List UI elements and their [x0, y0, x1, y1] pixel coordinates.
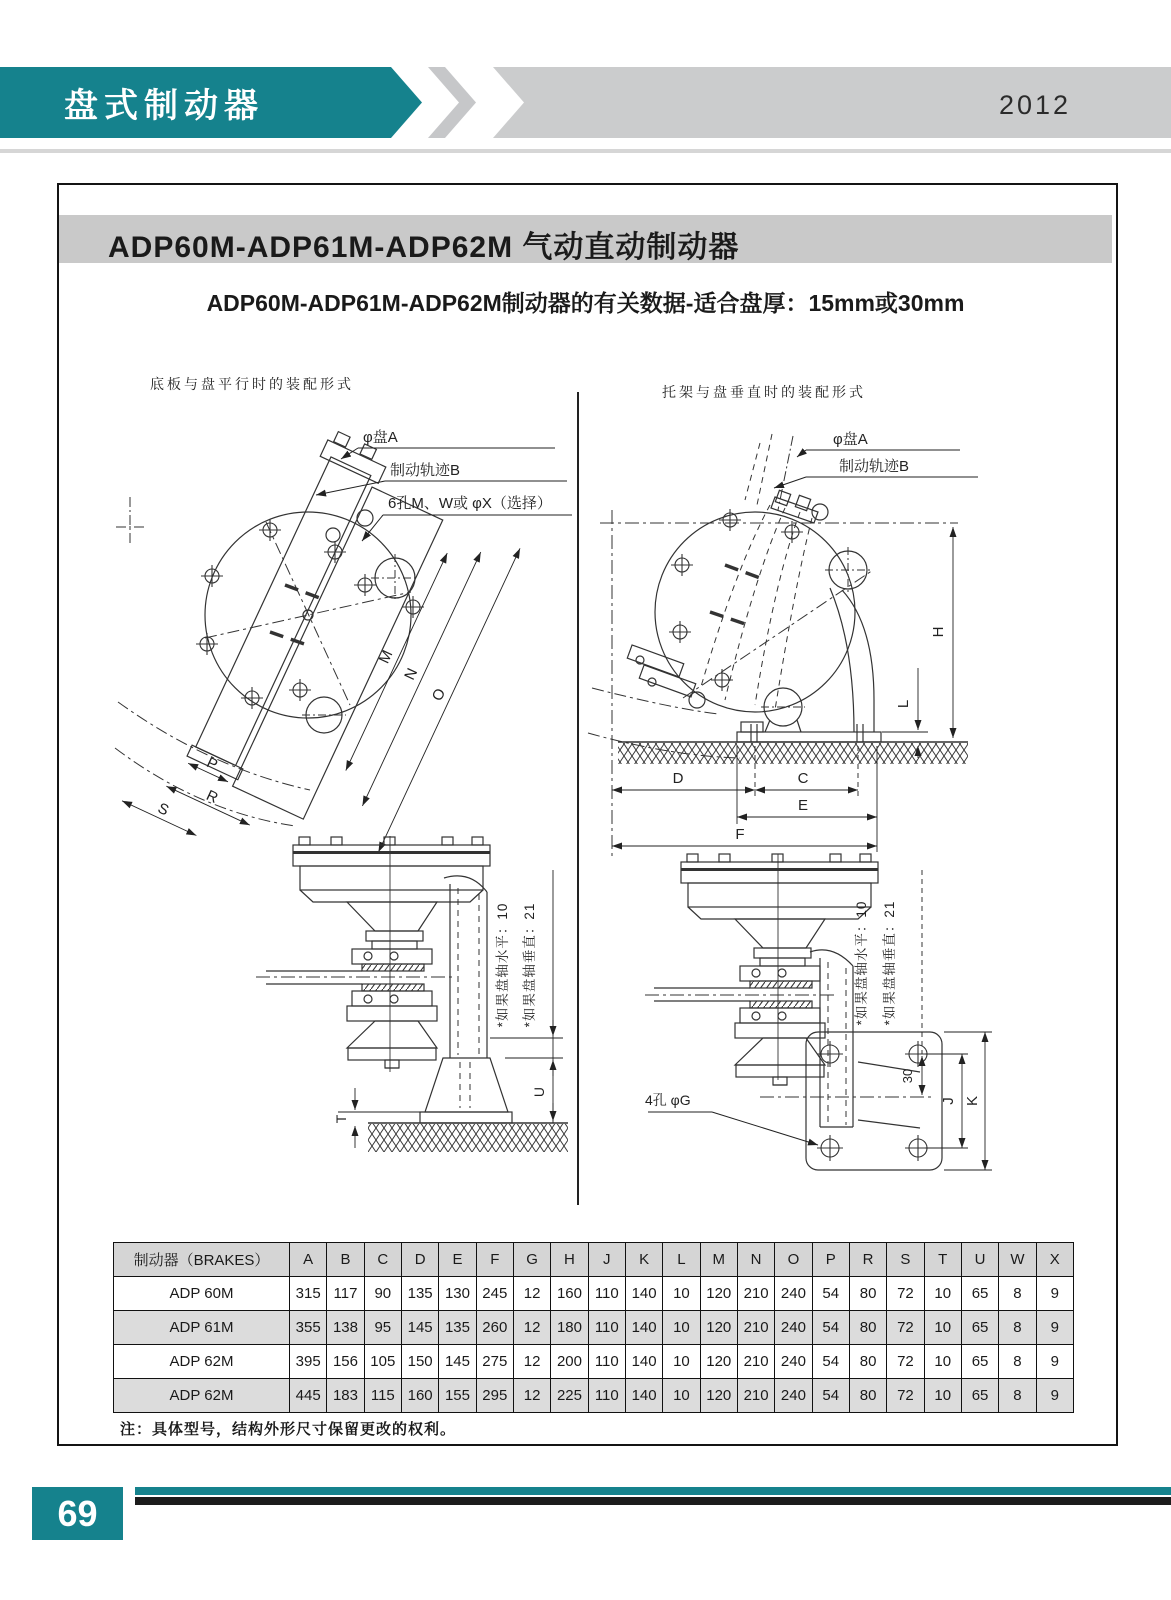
dimension-value-cell: 54	[812, 1311, 849, 1345]
page-number-box: 69	[32, 1487, 123, 1540]
label-holes6: 6孔M、W或 φX（选择）	[388, 495, 552, 512]
dimension-value-cell: 240	[775, 1311, 812, 1345]
dimension-value-cell: 65	[961, 1379, 998, 1413]
table-header-brakes: 制动器（BRAKES）	[114, 1243, 290, 1277]
dimension-value-cell: 210	[737, 1379, 774, 1413]
dimension-value-cell: 65	[961, 1311, 998, 1345]
label-disc-a-left: φ盘A	[363, 429, 398, 446]
dimension-value-cell: 180	[551, 1311, 588, 1345]
dimension-value-cell: 160	[551, 1277, 588, 1311]
dimension-value-cell: 10	[663, 1345, 700, 1379]
dimension-value-cell: 54	[812, 1379, 849, 1413]
dim-H: H	[930, 626, 947, 638]
brake-model-cell: ADP 60M	[114, 1277, 290, 1311]
note-shaft-vertical-right: *如果盘轴垂直：21	[882, 900, 897, 1026]
dimension-value-cell: 210	[737, 1277, 774, 1311]
dimension-value-cell: 140	[625, 1345, 662, 1379]
dim-F: F	[735, 826, 745, 843]
dimension-value-cell: 275	[476, 1345, 513, 1379]
dim-O: O	[428, 685, 450, 704]
dimension-value-cell: 240	[775, 1379, 812, 1413]
brake-model-cell: ADP 62M	[114, 1379, 290, 1413]
dimension-value-cell: 12	[513, 1345, 550, 1379]
dimension-value-cell: 120	[700, 1379, 737, 1413]
dimension-value-cell: 156	[327, 1345, 364, 1379]
dimension-value-cell: 225	[551, 1379, 588, 1413]
dimension-value-cell: 135	[401, 1277, 438, 1311]
dimension-value-cell: 117	[327, 1277, 364, 1311]
brake-model-cell: ADP 61M	[114, 1311, 290, 1345]
table-col-U: U	[961, 1243, 998, 1277]
dimension-value-cell: 10	[924, 1277, 961, 1311]
dim-R: R	[203, 787, 221, 808]
dim-E: E	[797, 797, 809, 814]
label-track-b-right: 制动轨迹B	[839, 458, 910, 475]
dimension-value-cell: 12	[513, 1379, 550, 1413]
table-col-H: H	[551, 1243, 588, 1277]
dim-T: T	[333, 1114, 349, 1124]
dimension-value-cell: 140	[625, 1311, 662, 1345]
dim-P: P	[203, 754, 221, 774]
dimension-value-cell: 110	[588, 1311, 625, 1345]
dimension-value-cell: 90	[364, 1277, 401, 1311]
note-shaft-vertical-left: *如果盘轴垂直：21	[522, 902, 537, 1028]
table-col-O: O	[775, 1243, 812, 1277]
dimension-value-cell: 295	[476, 1379, 513, 1413]
dimension-value-cell: 12	[513, 1311, 550, 1345]
table-col-F: F	[476, 1243, 513, 1277]
table-col-B: B	[327, 1243, 364, 1277]
dimension-value-cell: 110	[588, 1277, 625, 1311]
footer-black-bar	[135, 1497, 1171, 1505]
dimension-value-cell: 200	[551, 1345, 588, 1379]
dimension-value-cell: 72	[887, 1311, 924, 1345]
dimension-value-cell: 9	[1036, 1311, 1073, 1345]
table-header-row	[114, 1243, 1074, 1277]
footer-teal-bar	[135, 1487, 1171, 1495]
dimension-value-cell: 155	[439, 1379, 476, 1413]
table-col-S: S	[887, 1243, 924, 1277]
table-col-P: P	[812, 1243, 849, 1277]
dimension-value-cell: 10	[924, 1345, 961, 1379]
dim-N: N	[401, 665, 422, 683]
dim-C: C	[797, 770, 809, 787]
table-col-C: C	[364, 1243, 401, 1277]
table-col-L: L	[663, 1243, 700, 1277]
dimension-value-cell: 240	[775, 1277, 812, 1311]
dimension-value-cell: 110	[588, 1345, 625, 1379]
table-col-N: N	[737, 1243, 774, 1277]
table-col-T: T	[924, 1243, 961, 1277]
table-row	[114, 1277, 1074, 1311]
table-col-E: E	[439, 1243, 476, 1277]
dim-D: D	[672, 770, 684, 787]
dimension-value-cell: 140	[625, 1379, 662, 1413]
chevron-icon	[428, 67, 476, 138]
dimension-value-cell: 8	[999, 1345, 1036, 1379]
dimension-value-cell: 72	[887, 1345, 924, 1379]
dimension-value-cell: 80	[849, 1277, 886, 1311]
figure-caption-left: 底板与盘平行时的装配形式	[150, 376, 354, 392]
table-col-D: D	[401, 1243, 438, 1277]
table-row	[114, 1379, 1074, 1413]
dimension-value-cell: 110	[588, 1379, 625, 1413]
dimension-value-cell: 80	[849, 1311, 886, 1345]
dimension-value-cell: 355	[290, 1311, 327, 1345]
header-divider	[0, 149, 1171, 153]
page-header-title: 盘式制动器	[64, 87, 264, 125]
dimension-value-cell: 183	[327, 1379, 364, 1413]
dimension-value-cell: 54	[812, 1345, 849, 1379]
figure-caption-right: 托架与盘垂直时的装配形式	[662, 384, 866, 400]
note-shaft-horizontal-right: *如果盘轴水平：10	[854, 900, 869, 1026]
table-col-A: A	[290, 1243, 327, 1277]
dimension-value-cell: 245	[476, 1277, 513, 1311]
dim-U: U	[531, 1086, 547, 1098]
dimension-value-cell: 10	[663, 1379, 700, 1413]
dim-30: 30	[900, 1068, 915, 1084]
dimension-value-cell: 120	[700, 1311, 737, 1345]
dimension-value-cell: 140	[625, 1277, 662, 1311]
dimension-value-cell: 10	[663, 1277, 700, 1311]
dimension-value-cell: 160	[401, 1379, 438, 1413]
dimension-value-cell: 72	[887, 1277, 924, 1311]
brake-model-cell: ADP 62M	[114, 1345, 290, 1379]
dimension-value-cell: 445	[290, 1379, 327, 1413]
dimension-value-cell: 120	[700, 1277, 737, 1311]
dimension-value-cell: 120	[700, 1345, 737, 1379]
note-shaft-horizontal-left: *如果盘轴水平：10	[495, 902, 510, 1028]
label-track-b-left: 制动轨迹B	[390, 462, 461, 479]
table-col-G: G	[513, 1243, 550, 1277]
dimension-value-cell: 95	[364, 1311, 401, 1345]
table-col-X: X	[1036, 1243, 1073, 1277]
dimension-value-cell: 54	[812, 1277, 849, 1311]
dimension-value-cell: 135	[439, 1311, 476, 1345]
dim-K: K	[964, 1095, 981, 1107]
dim-S: S	[155, 799, 172, 820]
dimension-value-cell: 105	[364, 1345, 401, 1379]
dimension-value-cell: 9	[1036, 1277, 1073, 1311]
dim-L: L	[895, 699, 912, 709]
dimension-value-cell: 72	[887, 1379, 924, 1413]
dimension-value-cell: 145	[401, 1311, 438, 1345]
dimension-value-cell: 210	[737, 1345, 774, 1379]
dimension-value-cell: 12	[513, 1277, 550, 1311]
section-title: ADP60M-ADP61M-ADP62M 气动直动制动器	[108, 231, 740, 264]
table-row	[114, 1345, 1074, 1379]
dimension-value-cell: 65	[961, 1277, 998, 1311]
dimension-value-cell: 80	[849, 1379, 886, 1413]
table-col-K: K	[625, 1243, 662, 1277]
dim-M: M	[375, 647, 397, 667]
dim-J: J	[940, 1097, 957, 1105]
dimension-value-cell: 9	[1036, 1345, 1073, 1379]
dimension-value-cell: 80	[849, 1345, 886, 1379]
brake-dimensions-table	[113, 1242, 1074, 1413]
table-note: 注：具体型号，结构外形尺寸保留更改的权利。	[120, 1421, 457, 1438]
dimension-value-cell: 260	[476, 1311, 513, 1345]
dimension-value-cell: 395	[290, 1345, 327, 1379]
year-label: 2012	[998, 90, 1072, 120]
dimension-value-cell: 115	[364, 1379, 401, 1413]
dimension-value-cell: 10	[924, 1379, 961, 1413]
dimension-value-cell: 9	[1036, 1379, 1073, 1413]
section-subtitle: ADP60M-ADP61M-ADP62M制动器的有关数据-适合盘厚：15mm或30mm	[206, 290, 965, 316]
table-row	[114, 1311, 1074, 1345]
dimension-value-cell: 10	[663, 1311, 700, 1345]
table-col-R: R	[849, 1243, 886, 1277]
dimension-value-cell: 210	[737, 1311, 774, 1345]
dimension-value-cell: 138	[327, 1311, 364, 1345]
dimension-value-cell: 150	[401, 1345, 438, 1379]
table-col-M: M	[700, 1243, 737, 1277]
table-col-W: W	[999, 1243, 1036, 1277]
label-holes4: 4孔 φG	[645, 1092, 691, 1108]
dimension-value-cell: 65	[961, 1345, 998, 1379]
dimension-value-cell: 315	[290, 1277, 327, 1311]
dimension-value-cell: 145	[439, 1345, 476, 1379]
dimension-value-cell: 10	[924, 1311, 961, 1345]
dimension-value-cell: 130	[439, 1277, 476, 1311]
table-col-J: J	[588, 1243, 625, 1277]
dimension-value-cell: 8	[999, 1311, 1036, 1345]
dimension-value-cell: 8	[999, 1379, 1036, 1413]
dimension-value-cell: 8	[999, 1277, 1036, 1311]
dimension-value-cell: 240	[775, 1345, 812, 1379]
label-disc-a-right: φ盘A	[833, 431, 868, 448]
